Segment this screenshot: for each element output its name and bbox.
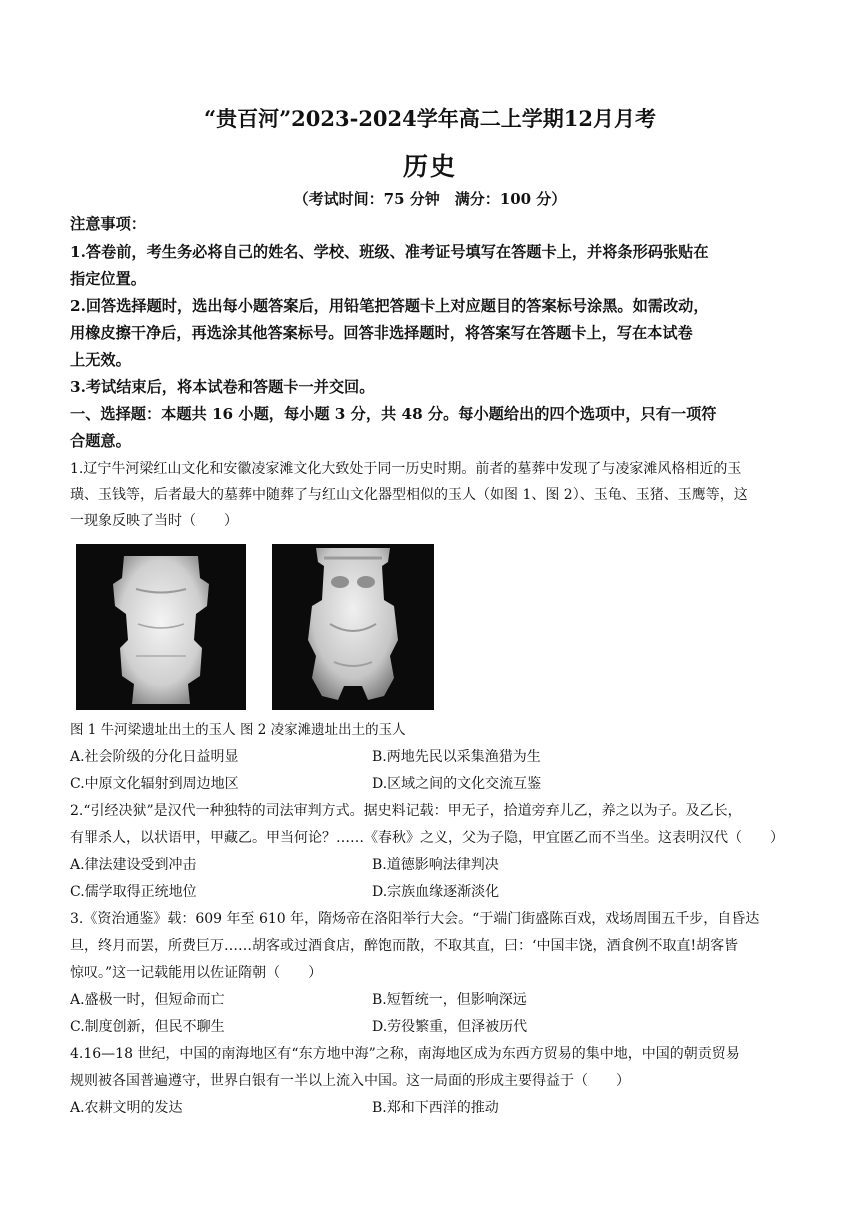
question-4-text: 规则被各国普遍遵守，世界白银有一半以上流入中国。这一局面的形成主要得益于（ ） <box>70 1073 630 1089</box>
q3-option-c[interactable]: C.制度创新，但民不聊生 <box>70 1019 225 1035</box>
notice-line: 上无效。 <box>70 351 131 369</box>
q4-option-b[interactable]: B.郑和下西洋的推动 <box>372 1100 499 1116</box>
figure-caption: 图 1 牛河梁遗址出土的玉人 图 2 凌家滩遗址出土的玉人 <box>70 722 406 738</box>
q3-option-b[interactable]: B.短暂统一，但影响深远 <box>372 992 527 1008</box>
q4-option-a[interactable]: A.农耕文明的发达 <box>70 1100 183 1116</box>
q2-option-c[interactable]: C.儒学取得正统地位 <box>70 884 197 900</box>
question-2-text: 有罪杀人，以状语甲，甲藏乙。甲当何论？……《春秋》之义，父为子隐，甲宜匿乙而不当坐。这表明汉代（ ） <box>70 830 784 846</box>
notice-line: 1.答卷前，考生务必将自己的姓名、学校、班级、准考证号填写在答题卡上，并将条形码张贴在 <box>70 243 709 261</box>
q2-option-b[interactable]: B.道德影响法律判决 <box>372 857 499 873</box>
subject-title: 历史 <box>402 152 457 181</box>
q1-option-c[interactable]: C.中原文化辐射到周边地区 <box>70 776 239 792</box>
q2-option-d[interactable]: D.宗族血缘逐渐淡化 <box>372 884 500 900</box>
q2-option-a[interactable]: A.律法建设受到冲击 <box>70 857 197 873</box>
question-1-text: 一现象反映了当时（ ） <box>70 513 238 529</box>
exam-info: （考试时间：75 分钟 满分：100 分） <box>293 190 567 208</box>
question-3-text: 惊叹。”这一记载能用以佐证隋朝（ ） <box>70 965 323 981</box>
exam-title: “贵百河”2023-2024学年高二上学期12月月考 <box>204 106 656 131</box>
figure-2-jade-figurine <box>272 544 434 710</box>
q1-option-d[interactable]: D.区域之间的文化交流互鉴 <box>372 776 542 792</box>
question-4-text: 4.16—18 世纪，中国的南海地区有“东方地中海”之称，南海地区成为东西方贸易的集中地，中国的朝贡贸易 <box>70 1046 740 1062</box>
q1-option-a[interactable]: A.社会阶级的分化日益明显 <box>70 749 239 765</box>
notice-line: 3.考试结束后，将本试卷和答题卡一并交回。 <box>70 378 375 396</box>
question-1-text: 1.辽宁牛河梁红山文化和安徽凌家滩文化大致处于同一历史时期。前者的墓葬中发现了与凌家滩风格相近的玉 <box>70 461 742 477</box>
section-heading: 一、选择题：本题共 16 小题，每小题 3 分，共 48 分。每小题给出的四个选项中，只有一项符 <box>70 405 717 423</box>
notice-line: 指定位置。 <box>70 270 146 288</box>
notice-heading: 注意事项： <box>70 215 146 233</box>
question-3-text: 3.《资治通鉴》载：609 年至 610 年，隋炀帝在洛阳举行大会。“于端门街盛陈百戏，戏场周围五千步，自昏达 <box>70 911 760 927</box>
question-1-text: 璜、玉钱等，后者最大的墓葬中随葬了与红山文化器型相似的玉人（如图 1、图 2）、玉龟、玉猪、玉鹰等，这 <box>70 487 748 503</box>
q1-option-b[interactable]: B.两地先民以采集渔猎为生 <box>372 749 541 765</box>
figure-1-jade-figurine <box>76 544 246 710</box>
notice-line: 2.回答选择题时，选出每小题答案后，用铅笔把答题卡上对应题目的答案标号涂黑。如需改动， <box>70 297 709 315</box>
q3-option-a[interactable]: A.盛极一时，但短命而亡 <box>70 992 225 1008</box>
question-2-text: 2.“引经决狱”是汉代一种独特的司法审判方式。据史料记载：甲无子，拾道旁弃儿乙，养之以为子。及乙长， <box>70 803 742 819</box>
notice-line: 用橡皮擦干净后，再选涂其他答案标号。回答非选择题时，将答案写在答题卡上，写在本试卷 <box>70 324 693 342</box>
q3-option-d[interactable]: D.劳役繁重，但泽被历代 <box>372 1019 528 1035</box>
question-3-text: 旦，终月而罢，所费巨万……胡客或过酒食店，醉饱而散，不取其直，曰：‘中国丰饶，酒食例不取直!胡客皆 <box>70 938 739 954</box>
section-heading: 合题意。 <box>70 432 131 450</box>
